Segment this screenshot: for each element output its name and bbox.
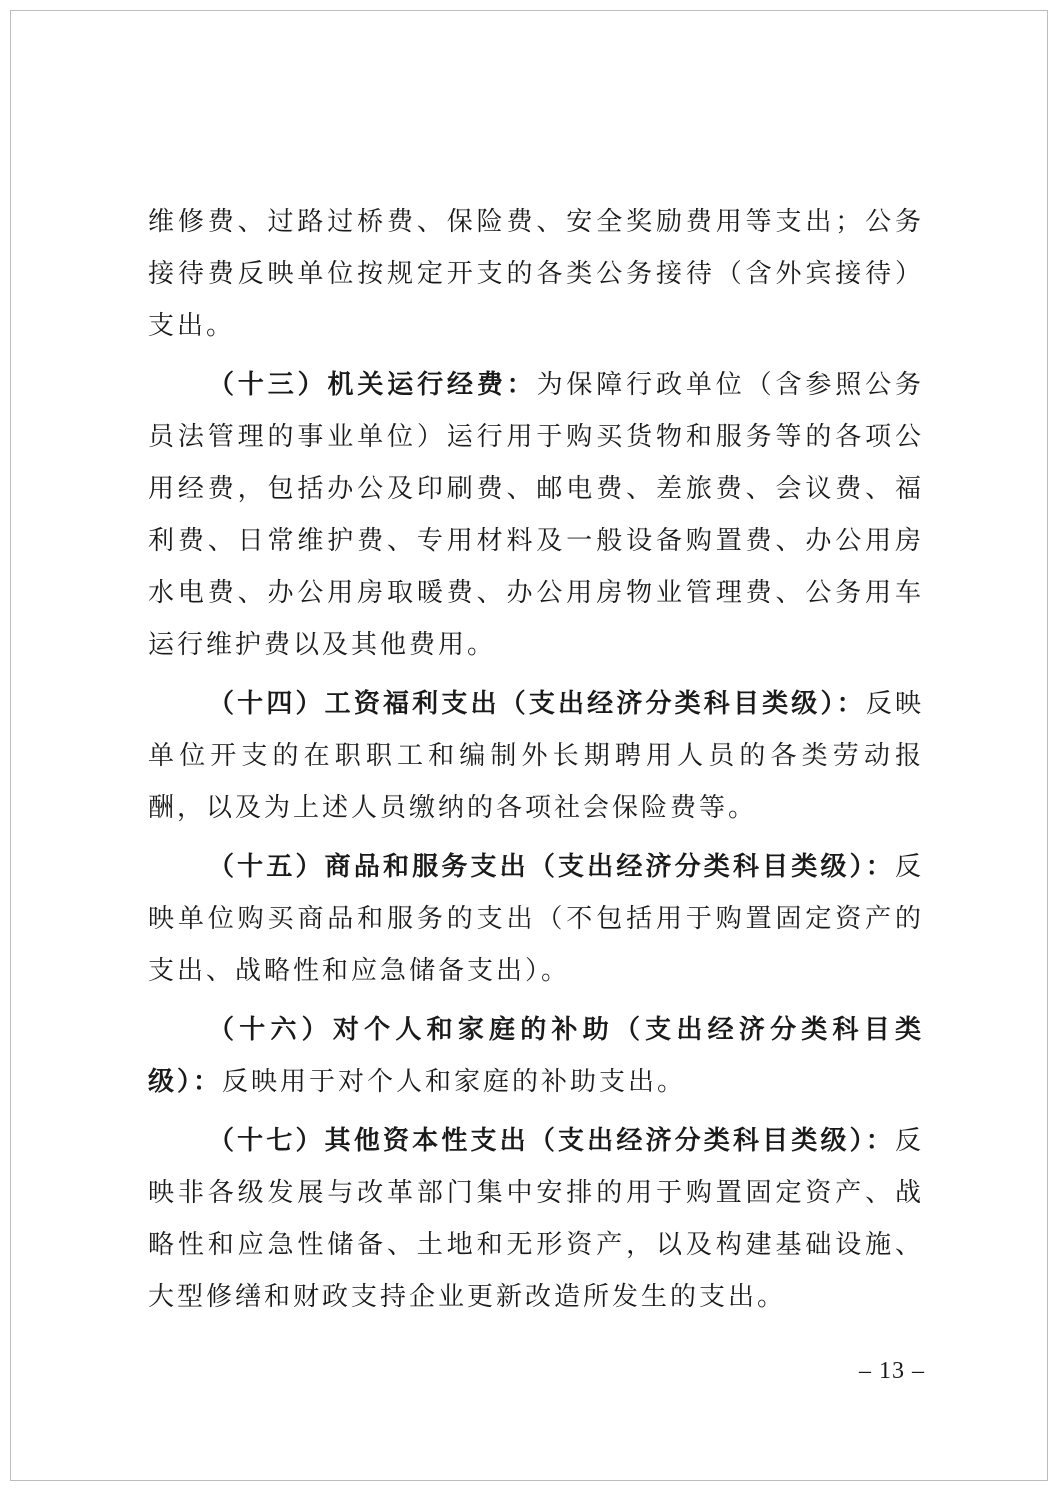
paragraph-heading: （十六）对个人和家庭的补助（支出经济分类科目类级）：: [148, 1015, 924, 1097]
paragraph-heading: （十七）其他资本性支出（支出经济分类科目类级）：: [208, 1126, 895, 1156]
paragraph-text: 反映非各级发展与改革部门集中安排的用于购置固定资产、战略性和应急性储备、土地和无形资产，以及构建基础设施、大型修缮和财政支持企业更新改造所发生的支出。: [148, 1126, 924, 1312]
paragraph-16: [148, 1004, 924, 1108]
paragraph-heading: （十三）机关运行经费：: [208, 370, 537, 400]
paragraph-heading: （十五）商品和服务支出（支出经济分类科目类级）：: [208, 852, 895, 882]
paragraph-15: [148, 841, 924, 997]
paragraph-text: 反映单位开支的在职职工和编制外长期聘用人员的各类劳动报酬，以及为上述人员缴纳的各项社会保险费等。: [148, 689, 924, 823]
paragraph-text: 反映单位购买商品和服务的支出（不包括用于购置固定资产的支出、战略性和应急储备支出）。: [148, 852, 924, 986]
paragraph-text: 维修费、过路过桥费、保险费、安全奖励费用等支出；公务接待费反映单位按规定开支的各类公务接待（含外宾接待）支出。: [148, 207, 924, 341]
page-number: – 13 –: [859, 1358, 925, 1384]
paragraph-text: 反映用于对个人和家庭的补助支出。: [222, 1067, 687, 1097]
paragraph-text: 为保障行政单位（含参照公务员法管理的事业单位）运行用于购买货物和服务等的各项公用经费，包括办公及印刷费、邮电费、差旅费、会议费、福利费、日常维护费、专用材料及一般设备购置费、办公用房水电费、办公用房取暖费、办公用房物业管理费、公务用车运行维护费以及其他费用。: [148, 370, 924, 660]
document-body: [148, 196, 924, 1330]
paragraph-heading: （十四）工资福利支出（支出经济分类科目类级）：: [208, 689, 866, 719]
paragraph-13: [148, 359, 924, 671]
paragraph-17: [148, 1115, 924, 1323]
paragraph-14: [148, 678, 924, 834]
paragraph-continuation: [148, 196, 924, 352]
